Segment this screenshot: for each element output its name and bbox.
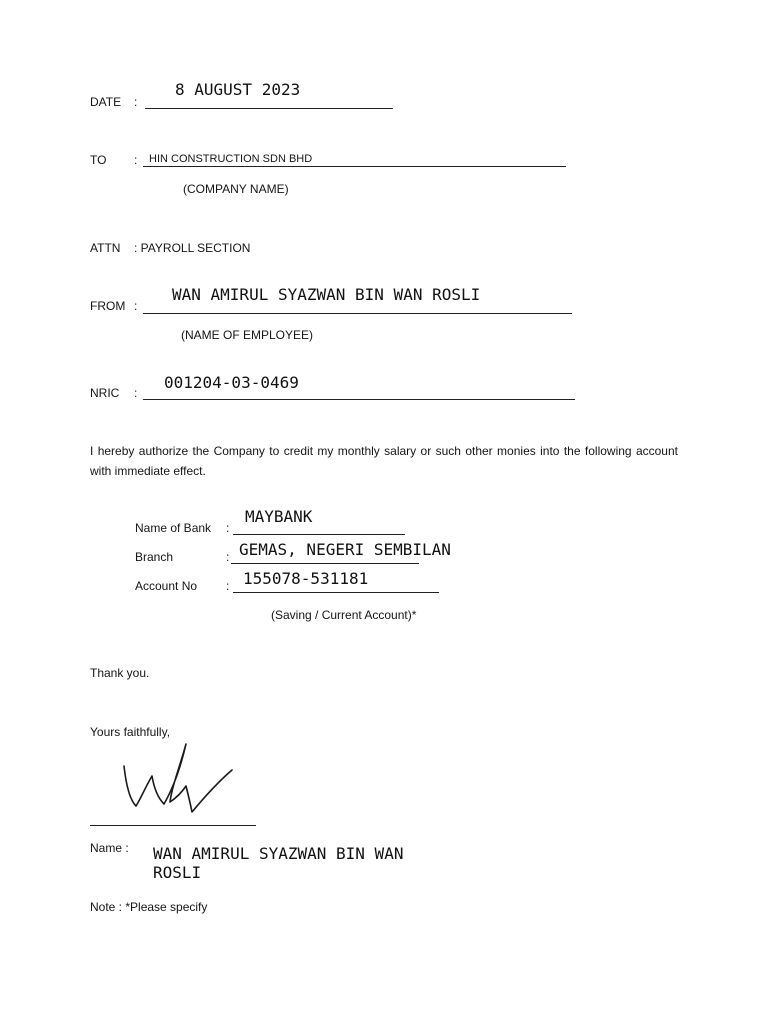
date-colon: : [134, 95, 138, 109]
company-name-underline [143, 166, 566, 167]
account-type-caption: (Saving / Current Account)* [271, 608, 417, 622]
nric-colon: : [134, 386, 138, 400]
nric-underline [143, 399, 575, 400]
account-no-underline [233, 592, 439, 593]
branch-colon: : [226, 550, 230, 564]
signature-line [90, 825, 256, 826]
signature-name-label: Name : [90, 841, 129, 855]
thank-you-text: Thank you. [90, 666, 150, 680]
signature-image [110, 740, 250, 825]
bank-name-colon: : [226, 521, 230, 535]
signature-name-value [153, 844, 403, 882]
date-value: 8 AUGUST 2023 [175, 80, 301, 99]
signature-name-line1: WAN AMIRUL SYAZWAN BIN WAN [153, 844, 404, 863]
attn-label: ATTN [90, 241, 121, 255]
account-no-label: Account No [135, 579, 198, 593]
branch-underline [231, 563, 419, 564]
account-no-colon: : [226, 579, 230, 593]
company-name-caption: (COMPANY NAME) [183, 182, 289, 196]
account-no-value: 155078-531181 [243, 569, 369, 588]
bank-name-label: Name of Bank [135, 521, 212, 535]
from-colon: : [134, 299, 138, 313]
note-text: Note : *Please specify [90, 900, 208, 914]
nric-value: 001204-03-0469 [164, 373, 299, 392]
employee-name-caption: (NAME OF EMPLOYEE) [181, 328, 314, 342]
bank-name-underline [233, 534, 405, 535]
branch-label: Branch [135, 550, 174, 564]
signature-name-line2: ROSLI [153, 863, 202, 882]
company-name-value: HIN CONSTRUCTION SDN BHD [149, 153, 313, 165]
date-underline [145, 108, 393, 109]
yours-faithfully-text: Yours faithfully, [90, 725, 171, 739]
authorization-text: I hereby authorize the Company to credit my monthly salary or such other monies into the following account with immediate effect. [90, 444, 678, 478]
employee-name-value: WAN AMIRUL SYAZWAN BIN WAN ROSLI [172, 285, 481, 304]
to-colon: : [134, 153, 138, 167]
from-label: FROM [90, 299, 126, 313]
to-label: TO [90, 153, 107, 167]
bank-name-value: MAYBANK [245, 507, 313, 526]
branch-value: GEMAS, NEGERI SEMBILAN [239, 540, 451, 559]
attn-value: : PAYROLL SECTION [134, 241, 251, 255]
employee-name-underline [143, 313, 572, 314]
nric-label: NRIC [90, 386, 120, 400]
date-label: DATE [90, 95, 122, 109]
